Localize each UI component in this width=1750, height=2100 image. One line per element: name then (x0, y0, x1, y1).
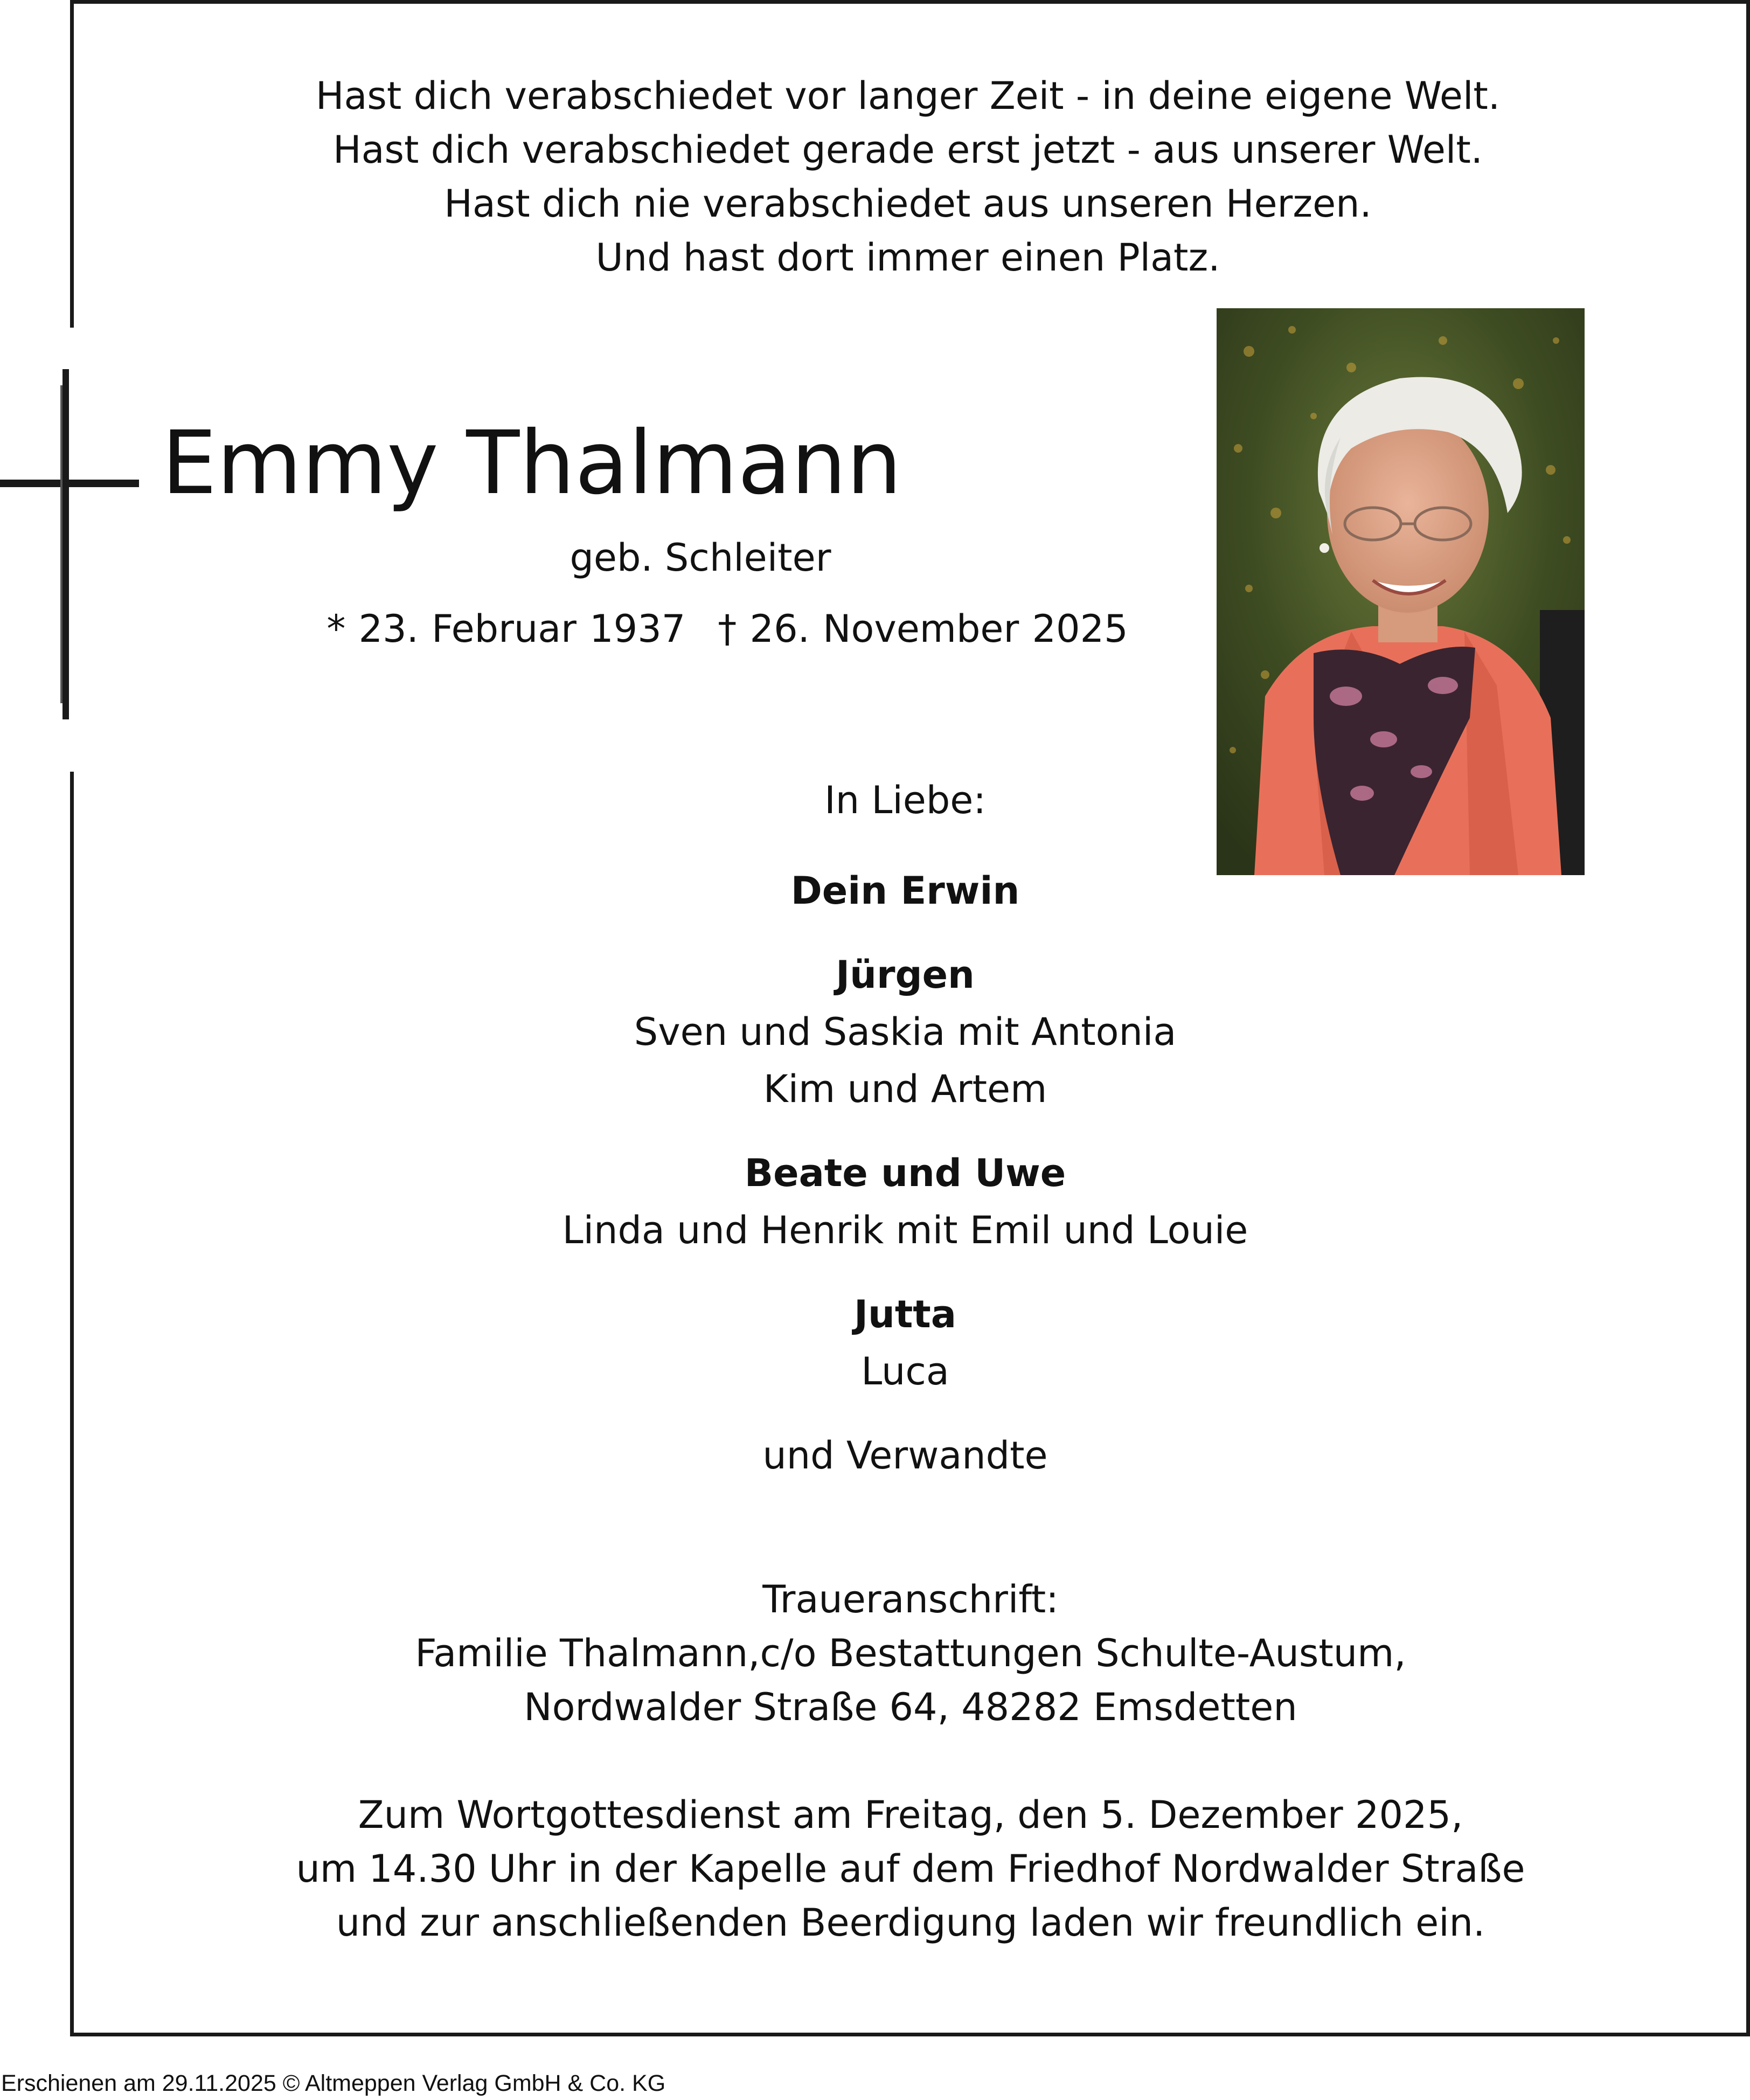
address-line: Nordwalder Straße 64, 48282 Emsdetten (524, 1685, 1297, 1729)
address-line: Familie Thalmann,c/o Bestattungen Schulte-Austum, (415, 1631, 1406, 1675)
portrait-photo (1217, 308, 1585, 875)
cross-icon (0, 369, 140, 719)
death-date: † 26. November 2025 (718, 607, 1128, 651)
mourner-child: Beate und Uwe (744, 1151, 1066, 1195)
mourner-grandchildren: Sven und Saskia mit Antonia (634, 1010, 1177, 1054)
poem-line: Und hast dort immer einen Platz. (595, 235, 1220, 280)
poem (81, 69, 1735, 285)
service-invitation (108, 1788, 1713, 1950)
maiden-name: geb. Schleiter (570, 536, 831, 580)
portrait-illustration (1217, 308, 1585, 875)
mourner-relatives: und Verwandte (762, 1433, 1048, 1478)
mourner-spouse: Dein Erwin (790, 869, 1020, 913)
address-label: Traueranschrift: (762, 1577, 1059, 1621)
frame-bottom-border (70, 2033, 1750, 2036)
poem-line: Hast dich nie verabschiedet aus unseren Herzen. (444, 182, 1372, 226)
mourning-address (108, 1572, 1713, 1734)
frame-left-border-upper (70, 0, 74, 328)
frame-left-border-lower (70, 772, 74, 2036)
mourner-grandchildren: Kim und Artem (763, 1067, 1047, 1111)
poem-line: Hast dich verabschiedet vor langer Zeit - in deine eigene Welt. (315, 74, 1501, 118)
poem-line: Hast dich verabschiedet gerade erst jetzt - aus unserer Welt. (332, 128, 1483, 172)
in-love-intro: In Liebe: (824, 778, 986, 822)
deceased-name: Emmy Thalmann (162, 413, 902, 514)
frame-top-border (70, 0, 1750, 4)
mourner-child: Jutta (853, 1292, 957, 1336)
frame-right-border (1746, 0, 1750, 2036)
service-line: und zur anschließenden Beerdigung laden wir freundlich ein. (336, 1901, 1485, 1945)
mourner-grandchildren: Linda und Henrik mit Emil und Louie (562, 1208, 1248, 1252)
service-line: Zum Wortgottesdienst am Freitag, den 5. Dezember 2025, (358, 1793, 1463, 1837)
service-line: um 14.30 Uhr in der Kapelle auf dem Friedhof Nordwalder Straße (296, 1847, 1525, 1891)
life-dates (216, 605, 1239, 653)
publication-footer: Erschienen am 29.11.2025 © Altmeppen Verlag GmbH & Co. KG (1, 2070, 666, 2096)
mourner-child: Jürgen (836, 953, 975, 997)
birth-date: * 23. Februar 1937 (327, 607, 686, 651)
mourner-grandchildren: Luca (861, 1349, 949, 1394)
